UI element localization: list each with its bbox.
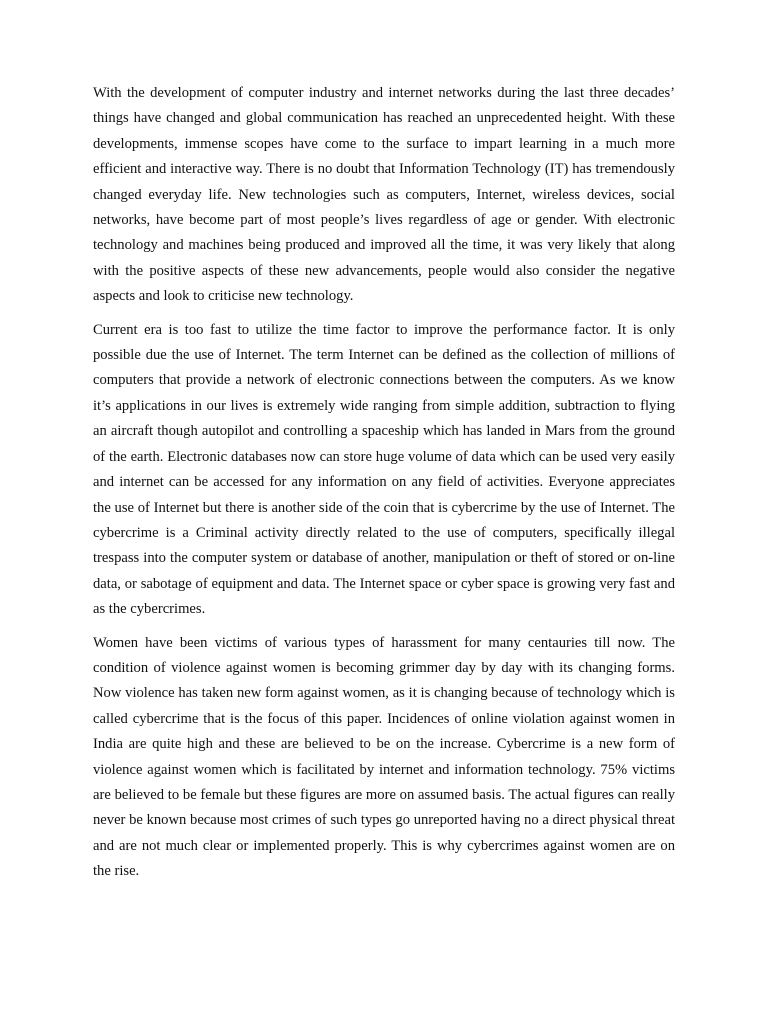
paragraph-internet-cybercrime: Current era is too fast to utilize the time factor to improve the performance factor. It is only possible due the use of Internet. The term Internet can be defined as the collection of millions of computers that provide a network of electronic connections between the computers. As we know it’s applications in our lives is extremely wide ranging from simple addition, subtraction to flying an aircraft though autopilot and controlling a spaceship which has landed in Mars from the ground of the earth. Electronic databases now can store huge volume of data which can be used very easily and internet can be accessed for any information on any field of activities. Everyone appreciates the use of Internet but there is another side of the coin that is cybercrime by the use of Internet. The cybercrime is a Criminal activity directly related to the use of computers, specifically illegal trespass into the computer system or database of another, manipulation or theft of stored or on-line data, or sabotage of equipment and data. The Internet space or cyber space is growing very fast and as the cybercrimes. (93, 321, 675, 618)
paragraph-women-victims: Women have been victims of various types of harassment for many centauries till now. The condition of violence against women is becoming grimmer day by day with its changing forms. Now violence has taken new form against women, as it is changing because of technology which is called cybercrime that is the focus of this paper. Incidences of online violation against women in India are quite high and these are believed to be on the increase. Cybercrime is a new form of violence against women which is facilitated by internet and information technology. 75% victims are believed to be female but these figures are more on assumed basis. The actual figures can really never be known because most crimes of such types go unreported having no a direct physical threat and are not much clear or implemented properly. This is why cybercrimes against women are on the rise. (93, 634, 675, 880)
paragraph-intro: With the development of computer industry and internet networks during the last three decades’ things have changed and global communication has reached an unprecedented height. With these developments, immense scopes have come to the surface to impart learning in a much more efficient and interactive way. There is no doubt that Information Technology (IT) has tremendously changed everyday life. New technologies such as computers, Internet, wireless devices, social networks, have become part of most people’s lives regardless of age or gender. With electronic technology and machines being produced and improved all the time, it was very likely that along with the positive aspects of these new advancements, people would also consider the negative aspects and look to criticise new technology. (93, 85, 675, 305)
document-page (93, 81, 675, 893)
